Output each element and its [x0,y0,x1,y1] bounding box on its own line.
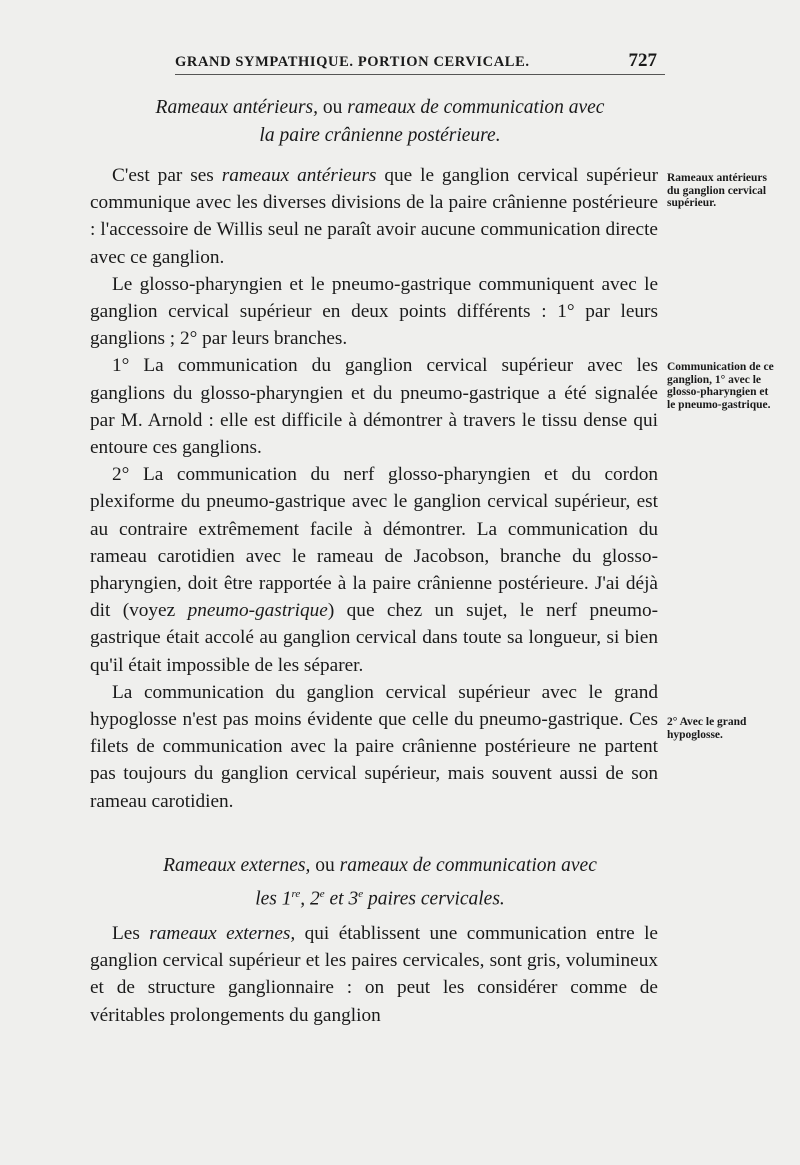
text-run: Les [112,923,140,944]
italic-term: rameaux antérieurs [221,165,377,186]
margin-note-communication: Communication de ce ganglion, 1° avec le glosso-pharyngien et le pneumo-gastrique. [667,361,774,411]
page-number: 727 [628,50,657,71]
heading-connector: ou [322,97,343,118]
section1-body [90,162,658,815]
heading-subtitle: rameaux de communication avec [347,97,605,118]
section-heading-external [90,852,670,914]
heading-connector: ou [315,855,335,876]
section2-body [90,920,658,1029]
section-heading-anterior [90,94,670,150]
paragraph [90,920,658,1029]
paragraph [90,162,658,271]
paragraph [90,461,658,679]
running-head: GRAND SYMPATHIQUE. PORTION CERVICALE. [175,54,530,70]
text-run: ) que chez un sujet, le nerf pneumo-gastrique était accolé au ganglion cervical dans toute sa longueur, si bien qu'il était impossible de les séparer. [90,600,659,676]
heading-title: Rameaux externes, [163,855,311,876]
text-run: qui établissent une communication entre le ganglion cervical supérieur et les paires cervicales, sont gris, volumineux et de structure ganglionnaire : on peut les considérer comme de véritables prolongements du ganglion [90,923,658,1026]
text-run: C'est par ses [112,165,214,186]
heading-line2: les 1re, 2e et 3e paires cervicales. [255,888,505,910]
paragraph: Le glosso-pharyngien et le pneumo-gastrique communiquent avec le ganglion cervical supérieur en deux points différents : 1° par leurs ganglions ; 2° par leurs branches. [90,273,658,350]
heading-subtitle: rameaux de communication avec [339,855,597,876]
text-run: que le ganglion cervical supérieur communique avec les diverses divisions de la paire crânienne postérieure : l'accessoire de Willis seul ne paraît avoir aucune communication directe avec ce ganglion. [90,165,659,268]
text-run: 2° La communication du nerf glosso-pharyngien et du cordon plexiforme du pneumo-gastrique avec le ganglion cervical supérieur, est au contraire extrêmement facile à démontrer. La communication du rameau carotidien avec le rameau de Jacobson, branche du glosso-pharyngien, doit être rapportée à la paire crânienne postérieure. J'ai déjà dit (voyez [90,464,658,622]
margin-note-anterior-branches: Rameaux antérieurs du ganglion cervical supérieur. [667,172,767,209]
margin-note-hypoglossal: 2° Avec le grand hypoglosse. [667,716,747,741]
heading-line2: la paire crânienne postérieure. [259,125,501,146]
italic-term: pneumo-gastrique [187,600,328,622]
paragraph: 1° La communication du ganglion cervical supérieur avec les ganglions du glosso-pharyngien et du pneumo-gastrique a été signalée par M. Arnold : elle est difficile à démontrer à travers le tissu dense qui entoure ces ganglions. [90,355,658,459]
heading-title: Rameaux antérieurs, [155,97,318,118]
page-header [175,50,665,75]
paragraph: La communication du ganglion cervical supérieur avec le grand hypoglosse n'est pas moins évidente que celle du pneumo-gastrique. Ces filets de communication avec la paire crânienne postérieure ne partent pas toujours du ganglion cervical supérieur, mais souvent aussi de son rameau carotidien. [90,681,658,812]
italic-term: rameaux externes, [149,923,296,944]
